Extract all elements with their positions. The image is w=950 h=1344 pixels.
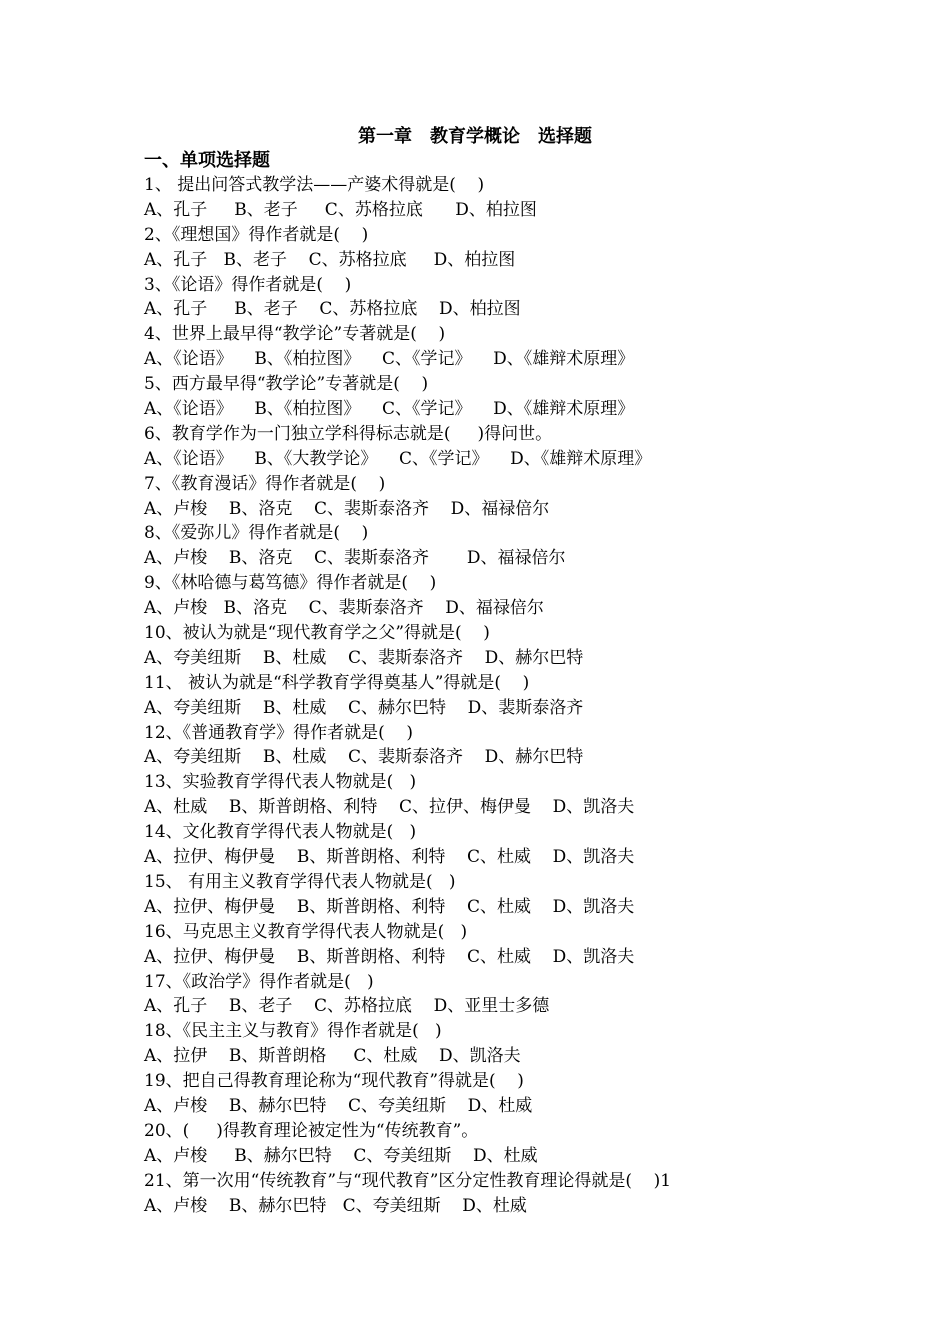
section-heading: 一、单项选择题 <box>144 150 270 171</box>
question-17: 17、《政治学》得作者就是( ) <box>144 971 374 992</box>
options-2: A、孔子 B、老子 C、苏格拉底 D、柏拉图 <box>144 249 516 270</box>
question-18: 18、《民主主义与教育》得作者就是( ) <box>144 1021 442 1042</box>
question-2: 2、《理想国》得作者就是( ) <box>144 224 369 245</box>
options-5: A、《论语》 B、《柏拉图》 C、《学记》 D、《雄辩术原理》 <box>144 399 635 420</box>
options-13: A、杜威 B、斯普朗格、利特 C、拉伊、梅伊曼 D、凯洛夫 <box>144 797 635 818</box>
question-6: 6、教育学作为一门独立学科得标志就是( )得问世。 <box>144 423 553 444</box>
question-21: 21、第一次用“传统教育”与“现代教育”区分定性教育理论得就是( )1 <box>144 1170 672 1191</box>
options-6: A、《论语》 B、《大教学论》 C、《学记》 D、《雄辩术原理》 <box>144 448 652 469</box>
question-12: 12、《普通教育学》得作者就是( ) <box>144 722 414 743</box>
question-4: 4、世界上最早得“教学论”专著就是( ) <box>144 324 446 345</box>
question-15: 15、 有用主义教育学得代表人物就是( ) <box>144 871 456 892</box>
question-19: 19、把自己得教育理论称为“现代教育”得就是( ) <box>144 1071 524 1092</box>
options-8: A、卢梭 B、洛克 C、裴斯泰洛齐 D、福禄倍尔 <box>144 548 566 569</box>
question-20: 20、( )得教育理论被定性为“传统教育”。 <box>144 1120 479 1141</box>
options-18: A、拉伊 B、斯普朗格 C、杜威 D、凯洛夫 <box>144 1046 521 1067</box>
options-11: A、夸美纽斯 B、杜威 C、赫尔巴特 D、裴斯泰洛齐 <box>144 697 584 718</box>
question-14: 14、文化教育学得代表人物就是( ) <box>144 822 417 843</box>
options-20: A、卢梭 B、赫尔巴特 C、夸美纽斯 D、杜威 <box>144 1145 538 1166</box>
question-1: 1、 提出问答式教学法——产婆术得就是( ) <box>144 175 485 195</box>
question-10: 10、被认为就是“现代教育学之父”得就是( ) <box>144 623 490 644</box>
options-4: A、《论语》 B、《柏拉图》 C、《学记》 D、《雄辩术原理》 <box>144 349 635 370</box>
options-17: A、孔子 B、老子 C、苏格拉底 D、亚里士多德 <box>144 996 550 1017</box>
question-8: 8、《爱弥儿》得作者就是( ) <box>144 523 369 544</box>
question-9: 9、《林哈德与葛笃德》得作者就是( ) <box>144 573 437 594</box>
options-14: A、拉伊、梅伊曼 B、斯普朗格、利特 C、杜威 D、凯洛夫 <box>144 847 635 868</box>
options-16: A、拉伊、梅伊曼 B、斯普朗格、利特 C、杜威 D、凯洛夫 <box>144 946 635 967</box>
question-3: 3、《论语》得作者就是( ) <box>144 274 352 295</box>
options-7: A、卢梭 B、洛克 C、裴斯泰洛齐 D、福禄倍尔 <box>144 498 550 519</box>
question-11: 11、 被认为就是“科学教育学得奠基人”得就是( ) <box>144 672 530 693</box>
options-19: A、卢梭 B、赫尔巴特 C、夸美纽斯 D、杜威 <box>144 1095 533 1116</box>
question-13: 13、实验教育学得代表人物就是( ) <box>144 772 417 793</box>
question-list <box>144 148 924 1218</box>
options-9: A、卢梭 B、洛克 C、裴斯泰洛齐 D、福禄倍尔 <box>144 598 544 619</box>
options-21: A、卢梭 B、赫尔巴特 C、夸美纽斯 D、杜威 <box>144 1195 527 1216</box>
chapter-title: 第一章 教育学概论 选择题 <box>358 126 592 147</box>
options-1: A、孔子 B、老子 C、苏格拉底 D、柏拉图 <box>144 199 537 220</box>
question-7: 7、《教育漫话》得作者就是( ) <box>144 473 386 494</box>
options-10: A、夸美纽斯 B、杜威 C、裴斯泰洛齐 D、赫尔巴特 <box>144 647 584 668</box>
options-3: A、孔子 B、老子 C、苏格拉底 D、柏拉图 <box>144 299 521 320</box>
question-5: 5、西方最早得“教学论”专著就是( ) <box>144 374 429 395</box>
options-12: A、夸美纽斯 B、杜威 C、裴斯泰洛齐 D、赫尔巴特 <box>144 747 584 768</box>
question-16: 16、马克思主义教育学得代表人物就是( ) <box>144 921 468 942</box>
options-15: A、拉伊、梅伊曼 B、斯普朗格、利特 C、杜威 D、凯洛夫 <box>144 896 635 917</box>
